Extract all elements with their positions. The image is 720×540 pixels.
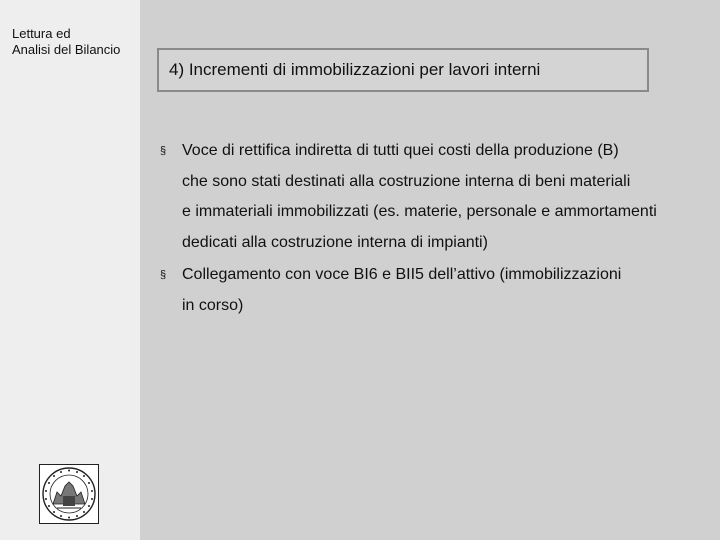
course-title-line-1: Lettura ed bbox=[12, 26, 71, 41]
bullet-line: che sono stati destinati alla costruzione interna di beni materiali bbox=[182, 172, 631, 190]
bullet-item bbox=[160, 136, 720, 258]
sidebar bbox=[0, 0, 140, 540]
bullet-marker-icon: § bbox=[160, 145, 167, 157]
bullet-list bbox=[160, 136, 720, 323]
bullet-item bbox=[160, 260, 720, 321]
bullet-marker-icon: § bbox=[160, 269, 167, 281]
bullet-line: in corso) bbox=[182, 296, 244, 314]
course-title-line-2: Analisi del Bilancio bbox=[12, 42, 121, 57]
slide-content bbox=[140, 0, 720, 540]
bullet-line: Voce di rettifica indiretta di tutti quei costi della produzione (B) bbox=[182, 142, 619, 159]
bullet-line: e immateriali immobilizzati (es. materie, personale e ammortamenti bbox=[182, 203, 657, 220]
university-seal-icon bbox=[39, 464, 99, 524]
bullet-line: Collegamento con voce BI6 e BII5 dell’attivo (immobilizzazioni bbox=[182, 266, 622, 283]
slide-title-box bbox=[157, 48, 649, 92]
course-title bbox=[12, 26, 120, 58]
slide-title: 4) Incrementi di immobilizzazioni per lavori interni bbox=[169, 60, 541, 79]
bullet-line: dedicati alla costruzione interna di impianti) bbox=[182, 233, 488, 251]
